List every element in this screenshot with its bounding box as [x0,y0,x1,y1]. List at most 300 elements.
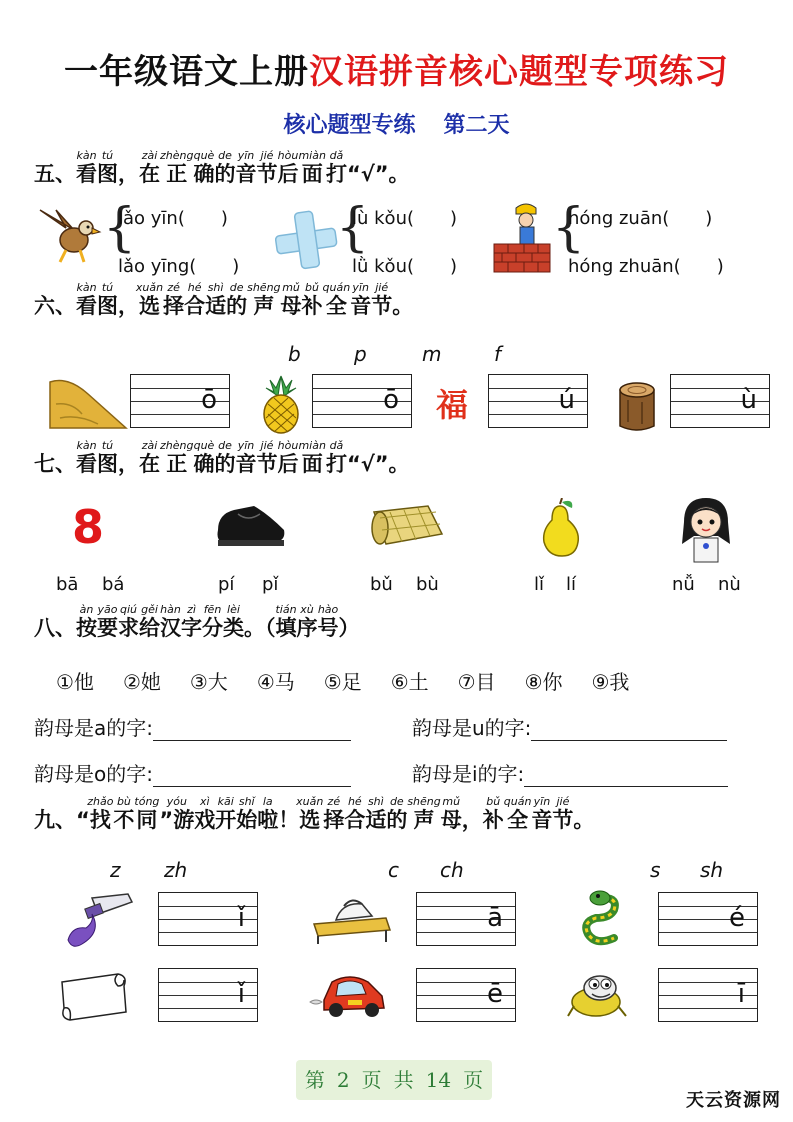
heading-char: 全 [503,808,532,832]
heading-segment [365,795,387,832]
heading-segment [325,149,347,186]
heading-segment [226,281,248,318]
heading-segment [301,281,323,318]
heading-segment [194,795,216,832]
pinyin-option: lǐ [534,574,545,595]
pinyin-annotation: zé [163,281,185,294]
heading-char: 打 [325,452,347,476]
page-title [0,44,793,93]
pinyin-annotation: bǔ [482,795,504,808]
pinyin-annotation: jié [256,439,278,452]
heading-char: 节 [256,452,278,476]
pinyin-option: bù [416,574,439,595]
pinyin-annotation: zhèng [160,149,194,162]
slope-icon [48,374,128,434]
pinyin-annotation: zì [181,603,202,616]
heading-segment: 五、 [34,162,76,186]
heading-char: 适 [205,294,227,318]
syllable: ē [487,979,503,1009]
pinyin-annotation: bù [113,795,135,808]
heading-char: 始 [236,808,258,832]
number-eight-icon: 8 [72,500,105,554]
heading-char: 给 [139,616,160,640]
heading-char: 填 [275,616,297,640]
initial-letter: p [354,342,367,366]
page-label-di: 第 [304,1068,325,1092]
pinyin-annotation: xuǎn [296,795,324,808]
syllable: ī [737,979,745,1009]
option-text: lǎo yīng( ) [118,256,240,277]
heading-segment: ， [461,808,483,832]
page-total: 14 [425,1068,452,1092]
pinyin-annotation: gěi [139,603,160,616]
page-current: 2 [336,1068,350,1092]
pinyin-annotation: de [214,149,236,162]
pinyin-option: lí [566,574,577,595]
page-subtitle [0,108,793,139]
initial-letter: b [288,342,301,366]
answer-blank[interactable] [153,761,351,787]
pinyin-annotation: shēng [407,795,441,808]
pinyin-option: nù [718,574,741,595]
character-item: ⑦目 [457,670,496,694]
pinyin-annotation: zhèng [160,439,194,452]
heading-char: 节 [371,294,393,318]
heading-segment [184,281,206,318]
heading-segment: ！ [278,808,300,832]
heading-segment [76,603,97,640]
character-item: ⑥土 [390,670,429,694]
pinyin-annotation: hé [184,281,206,294]
heading-segment [202,603,223,640]
pinyin-annotation: yāo [97,603,118,616]
page-label-gong: 共 [393,1068,414,1092]
heading-char: 号 [317,616,339,640]
subtitle-left: 核心题型专练 [283,113,416,138]
fill-label: 韵母是a的字: [34,716,153,740]
syllable: ā [487,903,503,933]
pinyin-annotation: yóu [159,795,195,808]
four-line-box [158,892,258,946]
pineapple-icon [256,374,306,438]
heading-char: 看 [76,294,97,318]
character-list [56,666,658,695]
pinyin-option: nǚ [672,574,695,595]
snake-icon [574,888,630,952]
pinyin-annotation: de [226,281,248,294]
heading-segment [87,795,114,832]
heading-char: 节 [552,808,574,832]
pinyin-annotation: hòu [277,439,299,452]
heading-char: 图 [97,162,118,186]
answer-blank[interactable] [524,761,728,787]
initial-letter: z [110,858,121,882]
initial-letter: zh [164,858,188,882]
heading-segment: ， [118,162,139,186]
four-line-box [658,892,758,946]
heading-char: 音 [350,294,372,318]
heading-char: 序 [296,616,318,640]
character-item: ③大 [189,670,228,694]
initial-letter: c [388,858,399,882]
heading-segment: ， [118,452,139,476]
syllable: é [729,903,745,933]
heading-segment [296,603,318,640]
heading-segment [97,149,118,186]
heading-char: 的 [226,294,248,318]
heading-segment [298,439,326,476]
syllable: ō [383,385,399,415]
heading-segment [440,795,462,832]
pinyin-annotation: mǔ [440,795,462,808]
heading-segment [322,281,351,318]
pinyin-annotation: hào [317,603,339,616]
pear-icon [536,498,584,562]
watermark: 天云资源网 [686,1090,781,1111]
option-text: lù kǒu( ) [352,208,458,229]
heading-segment [247,281,281,318]
four-line-box [416,968,516,1022]
heading-char: 补 [301,294,323,318]
heading-segment: 。（ [244,616,276,640]
brace: { [103,198,137,258]
pinyin-annotation: yīn [235,149,257,162]
character-item: ⑧你 [524,670,563,694]
car-icon [308,968,392,1024]
heading-segment [160,149,194,186]
heading-segment: 六、 [34,294,76,318]
heading-char: 母 [440,808,462,832]
heading-segment [118,603,139,640]
heading-segment [160,603,181,640]
heading-char: 戏 [194,808,216,832]
pinyin-annotation: de [214,439,236,452]
pinyin-annotation: qiú [118,603,139,616]
pinyin-annotation: shǐ [236,795,258,808]
pinyin-annotation: quán [503,795,532,808]
syllable: ú [558,385,575,415]
fill-label: 韵母是o的字: [34,762,153,786]
section-5-heading [34,150,410,188]
pinyin-annotation: kàn [76,281,97,294]
heading-char: 正 [160,452,194,476]
pinyin-annotation: shēng [247,281,281,294]
heading-segment [296,795,324,832]
character-item: ⑤足 [323,670,362,694]
four-line-box [158,968,258,1022]
pinyin-annotation: kàn [76,439,97,452]
heading-segment [277,439,299,476]
heading-char: 按 [76,616,97,640]
heading-char: 开 [215,808,237,832]
heading-segment [344,795,366,832]
heading-char: 打 [325,162,347,186]
heading-char: 择 [163,294,185,318]
heading-segment [163,281,185,318]
heading-segment [386,795,408,832]
heading-char: 音 [531,808,553,832]
pinyin-annotation: zhǎo [87,795,114,808]
heading-char: ”游 [159,808,195,832]
pinyin-annotation: xuǎn [135,281,164,294]
initial-letter: s [650,858,661,882]
fill-row [412,712,727,741]
heading-segment [205,281,227,318]
fill-row [412,758,728,787]
heading-char: 字 [181,616,202,640]
heading-char: 在 [139,452,160,476]
initial-letter: f [494,342,502,366]
heading-segment: 八、 [34,616,76,640]
syllable: ǐ [237,979,245,1009]
heading-segment [256,149,278,186]
pinyin-annotation: àn [76,603,97,616]
four-line-box [488,374,588,428]
syllable: ǐ [237,903,245,933]
pinyin-annotation: kàn [76,149,97,162]
heading-segment [159,795,195,832]
section-7-heading [34,440,410,478]
pinyin-annotation: tóng [134,795,160,808]
pinyin-annotation: què [193,149,215,162]
pinyin-annotation: zé [323,795,345,808]
bricklayer-icon [492,202,552,278]
fu-character-icon: 福 [436,386,469,424]
pinyin-annotation: bǔ [301,281,323,294]
pinyin-annotation: hòu [277,149,299,162]
character-item: ④马 [256,670,295,694]
heading-segment [223,603,244,640]
pinyin-annotation: tú [97,439,118,452]
heading-char: 择 [323,808,345,832]
heading-char: 不 [113,808,135,832]
section-8-heading [34,604,360,642]
heading-segment [257,795,279,832]
pinyin-annotation: yīn [350,281,372,294]
pinyin-annotation: hàn [160,603,181,616]
heading-segment [97,439,118,476]
answer-blank[interactable] [531,715,727,741]
heading-segment [531,795,553,832]
heading-char: 全 [322,294,351,318]
pinyin-annotation: shì [365,795,387,808]
pinyin-annotation: jié [256,149,278,162]
heading-char: 看 [76,162,97,186]
heading-segment [76,149,97,186]
girl-icon [678,492,734,568]
heading-segment [236,795,258,832]
four-line-box [658,968,758,1022]
heading-segment [482,795,504,832]
pinyin-annotation: yīn [235,439,257,452]
heading-char: 节 [256,162,278,186]
pinyin-option: pí [218,574,235,595]
heading-segment [113,795,135,832]
character-item: ①他 [56,670,94,694]
pinyin-annotation: kāi [215,795,237,808]
heading-segment: 。 [392,294,414,318]
pinyin-annotation: dǎ [325,149,347,162]
heading-char: 补 [482,808,504,832]
initial-letter: sh [700,858,724,882]
heading-segment [193,149,215,186]
heading-char: 选 [135,294,164,318]
pinyin-annotation: tú [97,149,118,162]
pinyin-option: bā [56,574,79,595]
pinyin-option: bá [102,574,125,595]
brace: { [552,198,586,258]
heading-segment: “√”。 [346,162,410,186]
pinyin-annotation: què [193,439,215,452]
heading-char: 找 [87,808,114,832]
heading-segment [193,439,215,476]
heading-segment [277,149,299,186]
syllable: ù [740,385,757,415]
pinyin-annotation: quán [322,281,351,294]
heading-segment [139,149,160,186]
heading-char: 后 [277,452,299,476]
heading-char: 的 [386,808,408,832]
pinyin-annotation: xì [194,795,216,808]
heading-segment: 七、 [34,452,76,476]
heading-char: 确 [193,452,215,476]
heading-char: 的 [214,452,236,476]
heading-segment [97,603,118,640]
pinyin-annotation: jié [552,795,574,808]
pinyin-annotation: shì [205,281,227,294]
heading-segment [139,439,160,476]
heading-segment: ， [118,294,139,318]
heading-segment [235,149,257,186]
heading-char: 分 [202,616,223,640]
heading-char: 后 [277,162,299,186]
fill-label: 韵母是i的字: [412,762,525,786]
four-line-box [312,374,412,428]
pinyin-annotation: dǎ [325,439,347,452]
heading-char: 的 [214,162,236,186]
page-label-ye: 页 [361,1068,382,1092]
pinyin-option: pǐ [262,574,279,595]
title-red: 汉语拼音核心题型专项练习 [309,52,729,92]
paper-scroll-icon [56,968,132,1028]
heading-char: 在 [139,162,160,186]
fill-row [34,712,351,741]
heading-char: 看 [76,452,97,476]
heading-segment [275,603,297,640]
heading-segment [323,795,345,832]
initial-letter: m [422,342,442,366]
heading-segment [350,281,372,318]
pinyin-annotation: de [386,795,408,808]
pinyin-annotation: miàn [298,149,326,162]
option-text: lǜ kǒu( ) [352,256,458,277]
fill-row [34,758,351,787]
pinyin-annotation: hé [344,795,366,808]
eagle-icon [36,202,104,270]
heading-segment [325,439,347,476]
heading-segment [298,149,326,186]
heading-char: 选 [296,808,324,832]
heading-char: 母 [280,294,302,318]
heading-segment: “√”。 [346,452,410,476]
pinyin-annotation: zài [139,439,160,452]
heading-char: 合 [344,808,366,832]
heading-segment [76,439,97,476]
heading-char: 要 [97,616,118,640]
iron-icon [312,894,392,950]
heading-segment: ） [338,616,360,640]
heading-char: 正 [160,162,194,186]
pinyin-annotation: xù [296,603,318,616]
pinyin-annotation: la [257,795,279,808]
heading-segment [214,149,236,186]
option-text: hóng zuān( ) [568,208,713,229]
heading-char: 图 [97,294,118,318]
heading-char: 适 [365,808,387,832]
heading-segment [181,603,202,640]
bandage-icon [272,210,340,274]
heading-segment [256,439,278,476]
heading-segment [371,281,393,318]
heading-segment [160,439,194,476]
character-item: ②她 [122,670,161,694]
page-number [296,1060,492,1100]
heading-segment [97,281,118,318]
heading-char: 同 [134,808,160,832]
pinyin-annotation: miàn [298,439,326,452]
heading-char: 图 [97,452,118,476]
heading-char: 面 [298,452,326,476]
subtitle-right: 第二天 [443,113,510,138]
pinyin-annotation: zài [139,149,160,162]
tree-stump-icon [614,378,660,436]
frog-icon [566,966,628,1026]
heading-segment [552,795,574,832]
title-black: 一年级语文上册 [64,52,309,92]
section-9-heading [34,796,594,834]
heading-segment: 。 [573,808,595,832]
heading-char: 音 [235,452,257,476]
option-text: lǎo yīn( ) [118,208,228,229]
character-item: ⑨我 [591,670,630,694]
heading-segment [407,795,441,832]
heading-segment [139,603,160,640]
section-6-heading [34,282,413,320]
heading-char: 啦 [257,808,279,832]
paint-tube-icon [62,892,138,954]
pinyin-annotation: yīn [531,795,553,808]
heading-segment [317,603,339,640]
answer-blank[interactable] [153,715,351,741]
four-line-box [130,374,230,428]
pinyin-annotation: tián [275,603,297,616]
pinyin-annotation: lèi [223,603,244,616]
heading-char: 确 [193,162,215,186]
heading-char: 合 [184,294,206,318]
heading-char: 声 [247,294,281,318]
option-text: hóng zhuān( ) [568,256,724,277]
pinyin-option: bǔ [370,574,393,595]
pinyin-annotation: jié [371,281,393,294]
fill-label: 韵母是u的字: [412,716,532,740]
pinyin-annotation: mǔ [280,281,302,294]
heading-segment [280,281,302,318]
heading-segment [214,439,236,476]
heading-char: 声 [407,808,441,832]
pinyin-annotation: fēn [202,603,223,616]
brace: { [336,198,370,258]
heading-char: 面 [298,162,326,186]
